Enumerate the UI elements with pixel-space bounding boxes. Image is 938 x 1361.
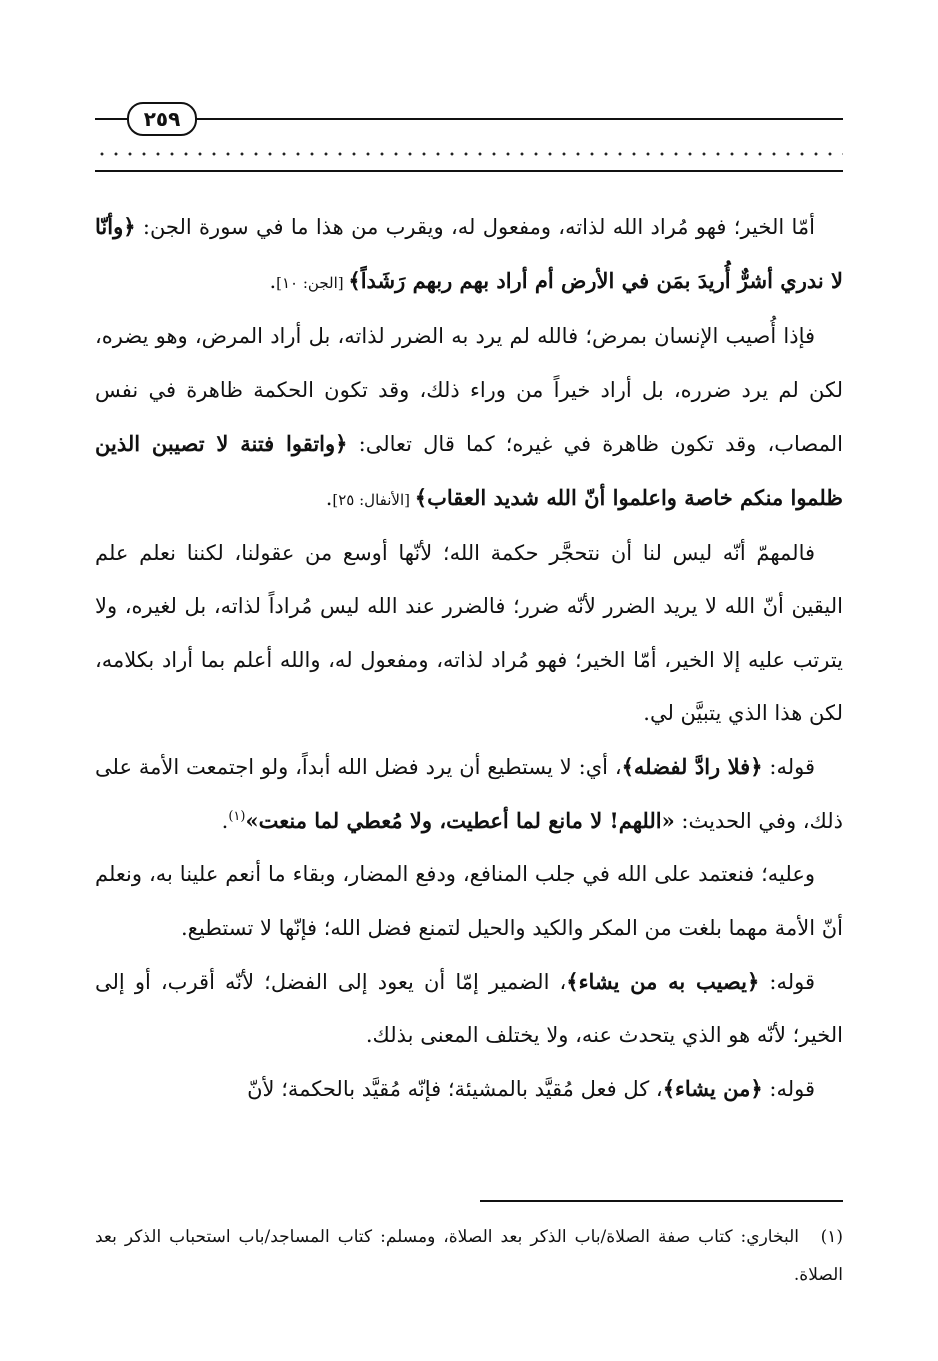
paragraph	[95, 200, 843, 310]
text-segment: ، كل فعل مُقيَّد بالمشيئة؛ فإنّه مُقيَّد بالحكمة؛ لأنّ	[247, 1077, 663, 1102]
text-segment: قوله:	[759, 969, 816, 994]
header-dotted-divider	[95, 152, 843, 156]
verse-reference: [الأنفال: ٢٥]	[332, 491, 415, 510]
paragraph	[95, 740, 843, 848]
quran-verse: ﴿وأنّا لا ندري أشرٌّ أُريدَ بمَن في الأرض أم أراد بهم ربهم رَشَداً﴾	[95, 214, 843, 294]
paragraph	[95, 310, 843, 527]
text-segment: قوله:	[762, 1077, 815, 1102]
footnote-text: البخاري: كتاب صفة الصلاة/باب الذكر بعد الصلاة، ومسلم: كتاب المساجد/باب استحباب الذكر بعد الصلاة.	[95, 1227, 843, 1285]
quran-verse: ﴿فلا رادَّ لفضله﴾	[621, 754, 763, 780]
footnote-marker: (١)	[228, 809, 246, 825]
footnote-divider	[480, 1200, 843, 1202]
paragraph	[95, 1062, 843, 1116]
text-segment: ، أي: لا يستطيع أن يرد فضل الله أبداً، ولو اجتمعت الأمة على ذلك، وفي الحديث:	[95, 755, 843, 834]
text-segment: .	[269, 269, 277, 294]
quran-verse: ﴿يصيب به من يشاء﴾	[566, 968, 760, 994]
text-segment: .	[325, 486, 333, 511]
paragraph	[95, 848, 843, 954]
text-segment: فالمهمّ أنّه ليس لنا أن نتحجَّر حكمة الله؛ لأنّها أوسع من عقولنا، لكننا نعلم علم اليقين أنّ الله لا يريد الضرر لأنّه ضرر؛ فالضرر عند الله ليس مُراداً لذاته، بل لغيره، ولا يترتب عليه إلا الخير، أمّا الخير؛ فهو مُراد لذاته، ومفعول له، والله أعلم بما أراد بكلامه، لكن هذا الذي يتبيَّن لي.	[95, 541, 843, 725]
page-header	[95, 96, 843, 176]
hadith-quote: «اللهم! لا مانع لما أعطيت، ولا مُعطي لما منعت»	[245, 808, 675, 834]
main-text	[95, 200, 843, 1116]
header-top-rule	[95, 118, 843, 120]
header-bottom-rule	[95, 170, 843, 172]
quran-verse: ﴿من يشاء﴾	[662, 1076, 763, 1102]
page-number: ٢٥٩	[127, 102, 197, 136]
footnote	[95, 1218, 843, 1294]
paragraph	[95, 955, 843, 1062]
text-segment: قوله:	[762, 755, 815, 780]
text-segment: ، الضمير إمّا أن يعود إلى الفضل؛ لأنّه أقرب، أو إلى الخير؛ لأنّه هو الذي يتحدث عنه، ولا يختلف المعنى بذلك.	[95, 969, 843, 1048]
text-segment: وعليه؛ فنعتمد على الله في جلب المنافع، ودفع المضار، وبقاء ما أنعم علينا به، ونعلم أنّ الأمة مهما بلغت من المكر والكيد والحيل لتمنع فضل الله؛ فإنّها لا تستطيع.	[95, 862, 843, 940]
paragraph	[95, 527, 843, 740]
text-segment: .	[221, 809, 229, 834]
text-segment: فإذا أُصيب الإنسان بمرض؛ فالله لم يرد به الضرر لذاته، بل أراد المرض، وهو يضره، لكن لم يرد ضرره، بل أراد خيراً من وراء ذلك، وقد تكون الحكمة ظاهرة في نفس المصاب، وقد تكون ظاهرة في غيره؛ كما قال تعالى:	[95, 324, 843, 456]
footnote-number: (١)	[820, 1227, 843, 1247]
verse-reference: [الجن: ١٠]	[276, 274, 349, 293]
quran-verse: ﴿واتقوا فتنة لا تصيبن الذين ظلموا منكم خاصة واعلموا أنّ الله شديد العقاب﴾	[95, 430, 843, 511]
text-segment: أمّا الخير؛ فهو مُراد الله لذاته، ومفعول له، ويقرب من هذا ما في سورة الجن:	[135, 215, 815, 239]
